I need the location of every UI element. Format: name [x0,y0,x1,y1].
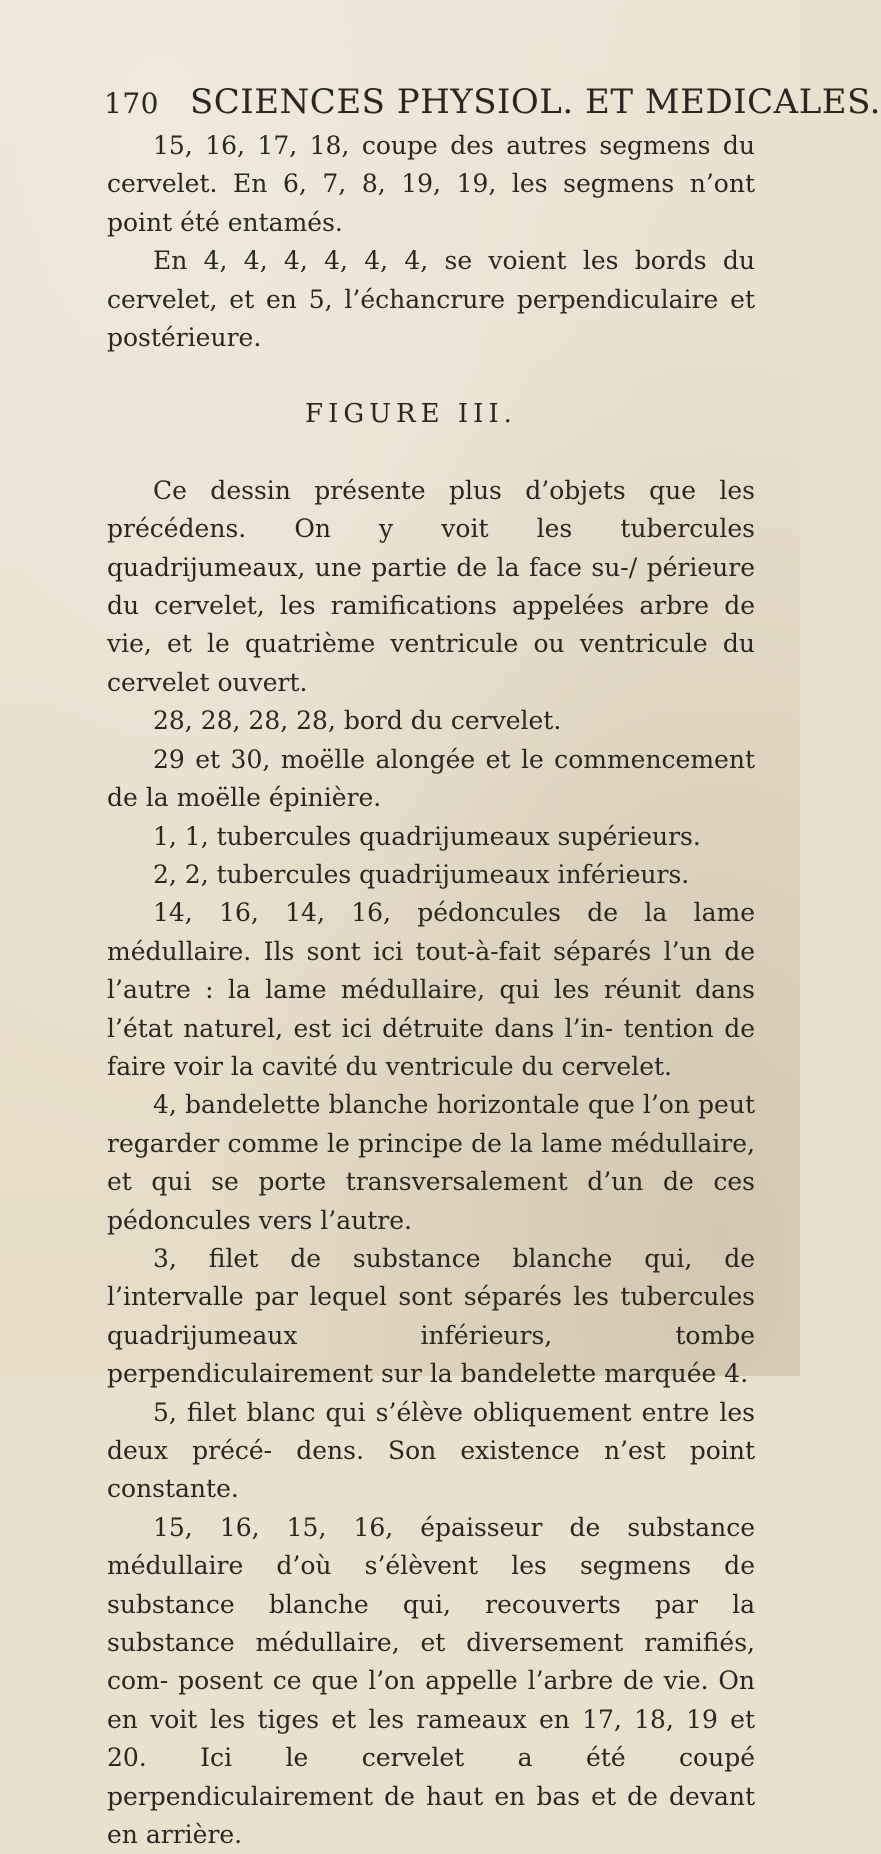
paragraph: Ce dessin présente plus d’objets que les précédens. On y voit les tubercules quadrijumeaux, une partie de la face su-/ périeure du cervelet, les ramifications appelées arbre de vie, et le quatrième ventricule ou ventricule du cervelet ouvert. [107,475,755,697]
legend-entry: 2, 2, tubercules quadrijumeaux inférieurs. [153,859,690,889]
running-title: SCIENCES PHYSIOL. ET MEDICALES. [190,82,881,122]
paragraph: En 4, 4, 4, 4, 4, 4, se voient les bords du cervelet, et en 5, l’échancrure perpendiculaire et postérieure. [107,246,755,353]
figure-heading: FIGURE III. [305,399,517,430]
legend-entry: 1, 1, tubercules quadrijumeaux supérieurs. [153,821,701,851]
legend-entry: 15, 16, 15, 16, épaisseur de substance médullaire d’où s’élèvent les segmens de substance blanche qui, recouverts par la substance médullaire, et diversement ramifiés, com- posent ce que l’on appelle l’arbre de vie. On en voit les tiges et les rameaux en 17, 18, 19 et 20. Ici le cervelet a été coupé perpendiculairement de haut en bas et de devant en arrière. [107,1512,755,1850]
legend-entry: 29 et 30, moëlle alongée et le commencement de la moëlle épinière. [107,744,755,813]
legend-entry: 4, bandelette blanche horizontale que l’on peut regarder comme le principe de la lame médullaire, et qui se porte transversalement d’un de ces pédoncules vers l’autre. [107,1090,755,1235]
legend-entry: 3, filet de substance blanche qui, de l’intervalle par lequel sont séparés les tubercules quadrijumeaux inférieurs, tombe perpendiculairement sur la bandelette marquée 4. [107,1243,755,1389]
running-header [104,82,881,122]
legend-entry: 28, 28, 28, 28, bord du cervelet. [153,706,562,736]
body-text [107,127,755,1854]
legend-entry: 14, 16, 14, 16, pédoncules de la lame médullaire. Ils sont ici tout-à-fait séparés l’un de l’autre : la lame médullaire, qui les réunit dans l’état naturel, est ici détruite dans l’in- tention de faire voir la cavité du ventricule du cervelet. [107,898,755,1081]
paragraph: 15, 16, 17, 18, coupe des autres segmens du cervelet. En 6, 7, 8, 19, 19, les segmens n’ont point été entamés. [107,131,755,237]
legend-entry: 5, filet blanc qui s’élève obliquement entre les deux précé- dens. Son existence n’est point constante. [107,1397,755,1504]
page-number: 170 [104,87,159,120]
